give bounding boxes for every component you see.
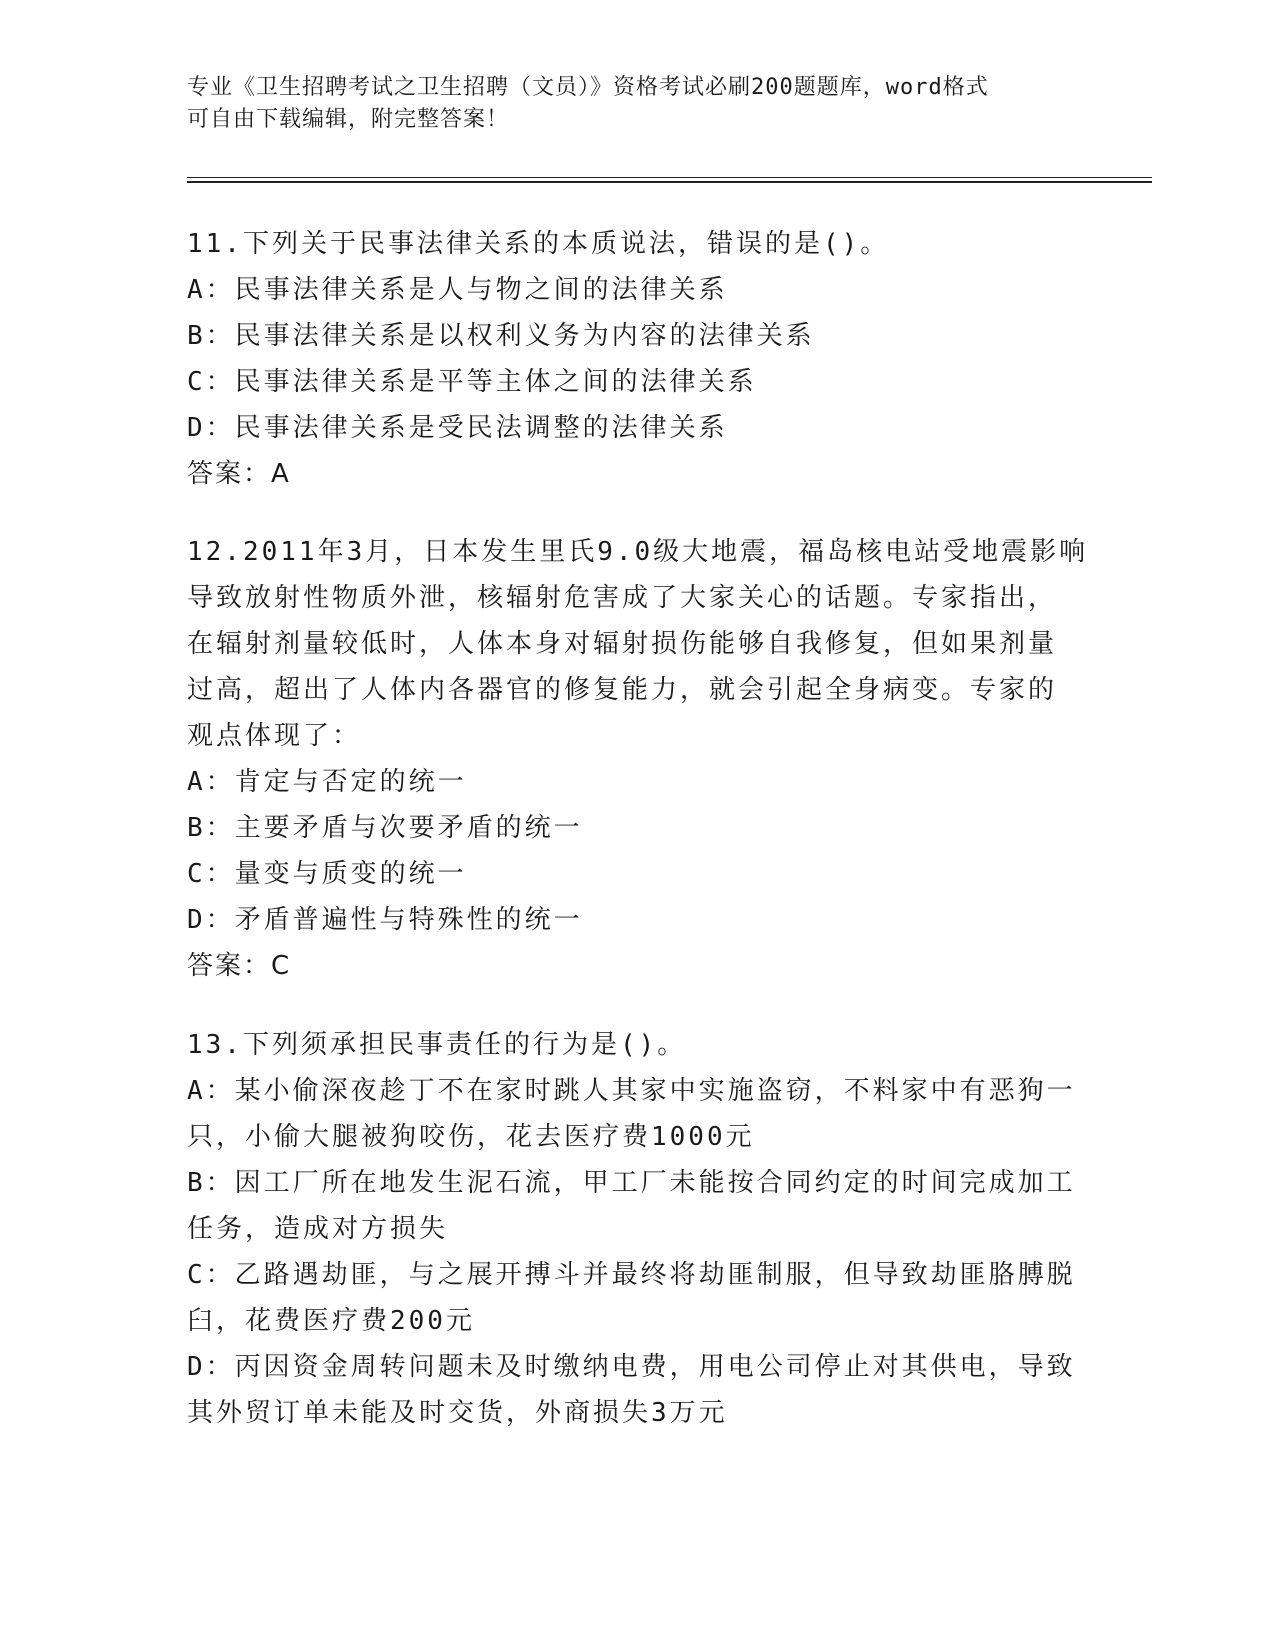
header-divider-thin <box>187 177 1152 178</box>
header-title-line-2: 可自由下载编辑，附完整答案！ <box>187 107 510 132</box>
option-a-continued: 只，小偷大腿被狗咬伤，花去医疗费1000元 <box>187 1122 755 1152</box>
option-d: D：民事法律关系是受民法调整的法律关系 <box>187 413 728 443</box>
option-b: B：民事法律关系是以权利义务为内容的法律关系 <box>187 321 815 351</box>
option-d-continued: 其外贸订单未能及时交货，外商损失3万元 <box>187 1398 728 1428</box>
option-b: B：因工厂所在地发生泥石流，甲工厂未能按合同约定的时间完成加工 <box>187 1168 1076 1198</box>
option-d: D：丙因资金周转问题未及时缴纳电费，用电公司停止对其供电，导致 <box>187 1352 1076 1382</box>
question-12 <box>187 529 1087 989</box>
header-title-line-1: 专业《卫生招聘考试之卫生招聘（文员）》资格考试必刷200题题库，word格式 <box>187 75 989 100</box>
option-d: D：矛盾普遍性与特殊性的统一 <box>187 905 583 935</box>
answer-label: 答案：A <box>187 459 291 489</box>
question-13 <box>187 1022 1087 1436</box>
option-b-continued: 任务，造成对方损失 <box>187 1214 449 1244</box>
option-b: B：主要矛盾与次要矛盾的统一 <box>187 813 583 843</box>
question-stem-line: 导致放射性物质外泄，核辐射危害成了大家关心的话题。专家指出， <box>187 583 1058 613</box>
option-a: A：某小偷深夜趁丁不在家时跳人其家中实施盗窃，不料家中有恶狗一 <box>187 1076 1076 1106</box>
question-stem-line: 过高，超出了人体内各器官的修复能力，就会引起全身病变。专家的 <box>187 675 1058 705</box>
answer-label: 答案：C <box>187 951 292 981</box>
option-c: C：民事法律关系是平等主体之间的法律关系 <box>187 367 757 397</box>
question-stem-line: 12.2011年3月，日本发生里氏9.0级大地震，福岛核电站受地震影响 <box>187 537 1089 567</box>
option-c-continued: 臼，花费医疗费200元 <box>187 1306 475 1336</box>
option-a: A：民事法律关系是人与物之间的法律关系 <box>187 275 728 305</box>
question-stem-line: 观点体现了： <box>187 721 362 751</box>
option-c: C：乙路遇劫匪，与之展开搏斗并最终将劫匪制服，但导致劫匪胳膊脱 <box>187 1260 1076 1290</box>
question-stem-line: 13.下列须承担民事责任的行为是()。 <box>187 1030 687 1060</box>
question-stem-line: 在辐射剂量较低时，人体本身对辐射损伤能够自我修复，但如果剂量 <box>187 629 1058 659</box>
option-c: C：量变与质变的统一 <box>187 859 467 889</box>
header-divider-thick <box>187 181 1152 183</box>
document-header <box>187 72 1087 136</box>
question-11 <box>187 221 1087 497</box>
question-stem-line: 11.下列关于民事法律关系的本质说法，错误的是()。 <box>187 229 890 259</box>
option-a: A：肯定与否定的统一 <box>187 767 467 797</box>
